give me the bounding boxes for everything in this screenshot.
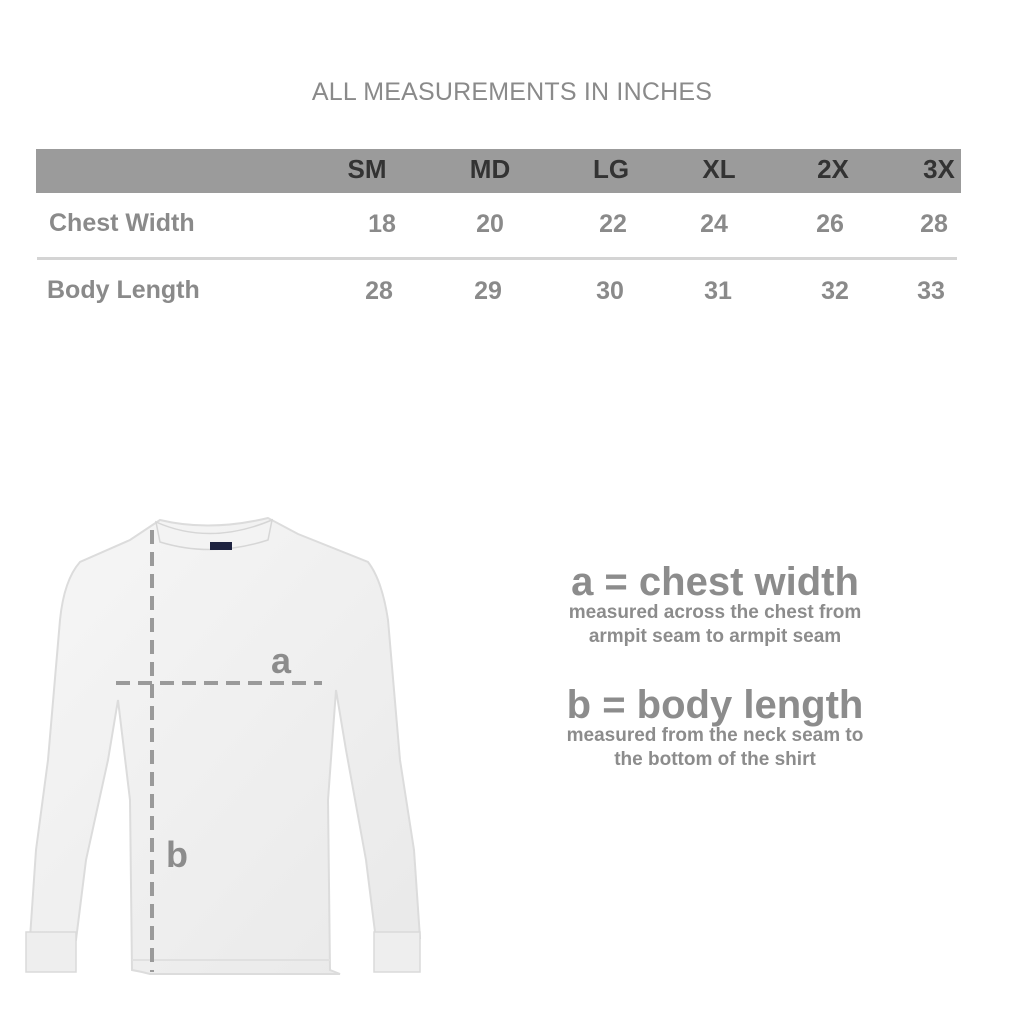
table-cell: 31 (704, 277, 732, 305)
table-cell: 22 (599, 210, 627, 238)
table-cell: 28 (365, 277, 393, 305)
row-label-chest-width: Chest Width (49, 209, 195, 237)
legend-a-desc-line2: armpit seam to armpit seam (588, 626, 842, 647)
size-header-xl: XL (702, 154, 736, 184)
right-cuff (374, 932, 420, 972)
table-cell: 30 (596, 277, 624, 305)
row-divider (37, 257, 957, 260)
table-cell: 18 (368, 210, 396, 238)
legend-b-title: b = body length (566, 683, 864, 727)
size-header-md: MD (469, 154, 511, 184)
left-cuff (26, 932, 76, 972)
row-label-body-length: Body Length (47, 276, 200, 304)
table-cell: 33 (917, 277, 945, 305)
label-b: b (166, 834, 188, 875)
legend-a-desc-line1: measured across the chest from (568, 602, 862, 623)
size-header-2x: 2X (817, 154, 849, 184)
legend-b-desc-line2: the bottom of the shirt (614, 749, 816, 770)
page-heading: ALL MEASUREMENTS IN INCHES (311, 78, 713, 106)
size-header-lg: LG (592, 154, 630, 184)
table-cell: 28 (920, 210, 948, 238)
table-cell: 32 (821, 277, 849, 305)
table-cell: 20 (476, 210, 504, 238)
shirt-body (30, 518, 420, 974)
table-cell: 29 (474, 277, 502, 305)
size-header-sm: SM (347, 154, 387, 184)
legend-b-desc-line1: measured from the neck seam to (566, 725, 864, 746)
label-a: a (271, 640, 292, 681)
shirt-diagram (0, 500, 440, 1000)
table-cell: 24 (700, 210, 728, 238)
neck-tag (210, 542, 232, 550)
table-cell: 26 (816, 210, 844, 238)
legend-a-title: a = chest width (571, 560, 859, 604)
size-header-3x: 3X (923, 154, 955, 184)
long-sleeve-shirt-illustration (0, 500, 440, 1000)
